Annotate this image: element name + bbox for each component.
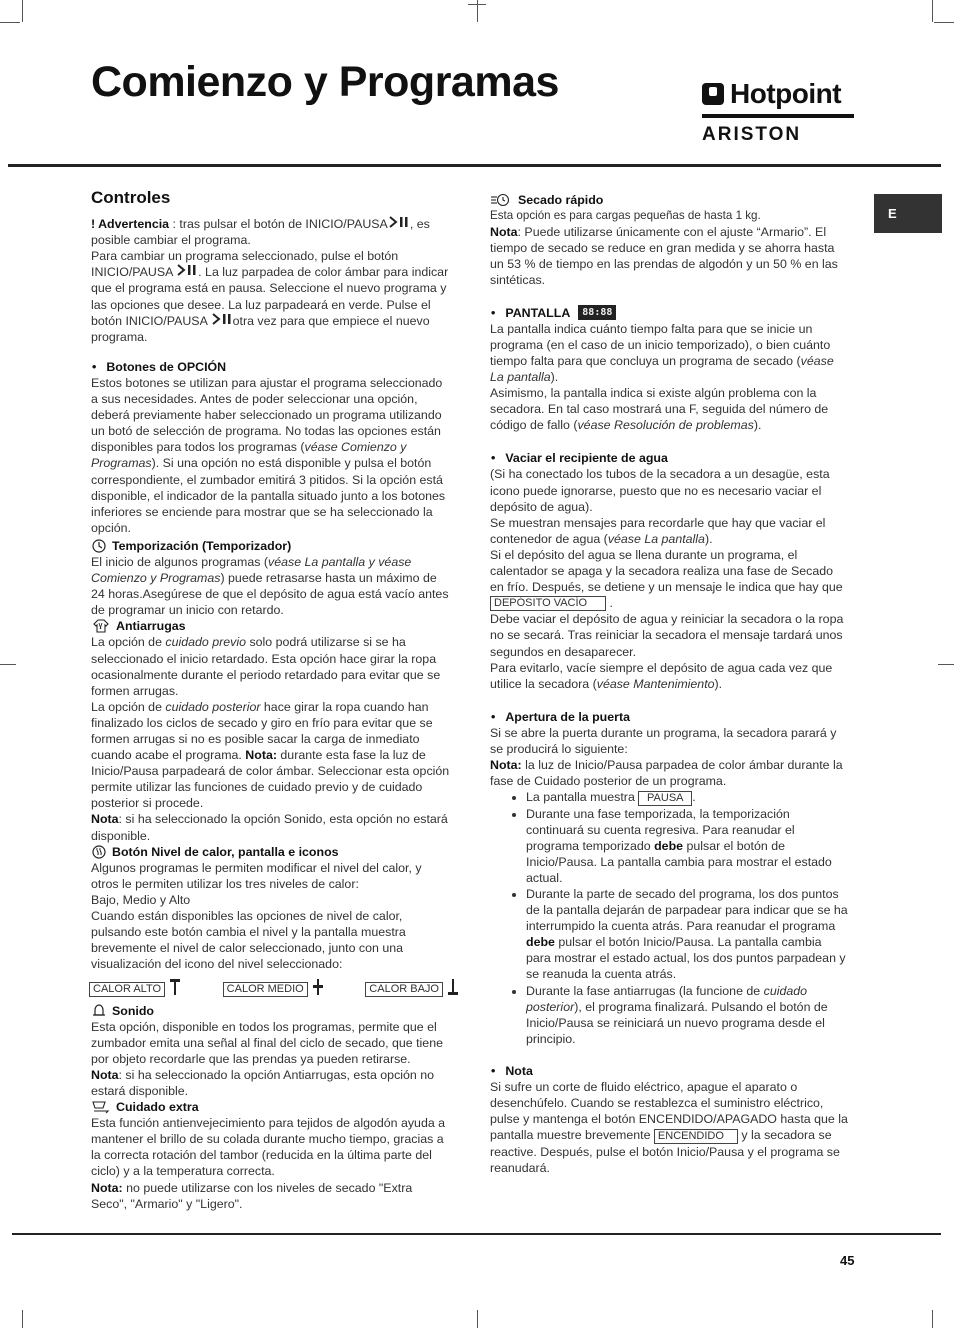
care-note: Nota: no puede utilizarse con los niveles de secado "Extra Seco", "Armario" y "Ligero". — [91, 1180, 413, 1211]
sound-paragraph: Esta opción, disponible en todos los programas, permite que el zumbador emita una señal al final del ciclo de secado, que tiene por objeto recordarle que las prendas ya pueden retirarse. — [91, 1019, 443, 1066]
heat-level-high: CALOR ALTO — [89, 978, 181, 1000]
heat-heading: Botón Nivel de calor, pantalla e iconos — [91, 844, 451, 860]
encendido-lcd: ENCENDIDO — [654, 1129, 738, 1144]
sound-heading: Sonido — [91, 1003, 451, 1019]
anticrease-paragraph-2: La opción de cuidado posterior hace girar la ropa cuando han finalizado los ciclos de secado y giro en frío para evitar que se formen arrugas si no es posible sacar la carga de inmediato cuando acabe el programa. Nota: durante esta fase la luz de Inicio/Pausa parpadeará de color ámbar. Seleccionar esta opción permite utilizar las funciones de cuidado previo y de cuidado posterior si procede. — [91, 699, 450, 811]
display-paragraph-2: Asimismo, la pantalla indica si existe algún problema con la secadora. En tal caso mostrará una F, seguida del número de código de fallo (véase Resolución de problemas). — [490, 386, 829, 433]
water-paragraph-3: Si el depósito del agua se llena durante un programa, el calentador se apaga y la secadora realiza una fase de Secado en frío. Después, se detiene y un mensaje le indica que hay que DEPÓSITO VACÍO . — [490, 547, 843, 611]
change-program-paragraph: Para cambiar un programa seleccionado, pulse el botón INICIO/PAUSA . La luz parpadea de color ámbar para indicar que el programa está en pausa. Seleccione el nuevo programa y las opciones que desee. La luz parpadeará en verde. Pulse el botón INICIO/PAUSA otra vez para que empiece el nuevo programa. — [91, 249, 449, 344]
left-column — [91, 190, 451, 1212]
crop-mark — [0, 664, 16, 665]
play-pause-icon — [176, 265, 198, 279]
page-number: 45 — [840, 1253, 855, 1268]
water-paragraph-1: (Si ha conectado los tubos de la secadora a un desagüe, esta icono puede ignorarse, puesto que no es necesario vaciar el depósito de agua). — [490, 467, 830, 514]
bell-icon — [91, 1004, 107, 1018]
door-heading: • Apertura de la puerta — [490, 709, 848, 725]
crop-mark — [934, 22, 954, 23]
heat-paragraph-3: Cuando están disponibles las opciones de nivel de calor, pulsando este botón cambia el nivel y la pantalla muestra brevemente el nivel de calor seleccionado, junto con una visualización del icono del nivel seleccionado: — [91, 909, 406, 972]
note-paragraph: Si sufre un corte de fluido eléctrico, apague el aparato o desenchúfelo. Cuando se restablezca el suministro eléctrico, pulse y mantenga el botón ENCENDIDO/APAGADO hasta que la pantalla muestre brevemente ENCENDIDO y la secadora se reactive. Después, pulse el botón Inicio/Pausa y el programa se reanudará. — [490, 1080, 848, 1175]
crop-mark — [932, 0, 933, 22]
logo-sub: ARISTON — [702, 124, 802, 145]
hotpoint-logo-icon — [702, 83, 724, 105]
heat-high-icon — [169, 978, 181, 1000]
heat-medium-icon — [312, 978, 324, 1000]
quick-dry-note: Nota: Puede utilizarse únicamente con el ajuste “Armario”. El tiempo de secado se reduce en gran medida y se ahorra hasta un 53 % de tiempo en las prendas de algodón y un 50 % en las sintéticas. — [490, 225, 838, 288]
anticrease-heading: Antiarrugas — [91, 618, 451, 634]
pause-lcd: PAUSA — [638, 791, 692, 806]
heat-paragraph-2: Bajo, Medio y Alto — [91, 892, 191, 907]
crop-mark — [22, 0, 23, 22]
display-lcd: 88:88 — [578, 305, 616, 320]
header-divider — [8, 164, 941, 167]
anticrease-note: Nota: si ha seleccionado la opción Sonido, esta opción no estará disponible. — [91, 812, 448, 843]
crop-mark — [932, 1310, 933, 1328]
water-heading: • Vaciar el recipiente de agua — [490, 450, 848, 466]
option-buttons-heading: • Botones de OPCIÓN — [91, 359, 451, 375]
display-heading: • PANTALLA 88:88 — [490, 305, 848, 321]
crop-mark — [22, 1310, 23, 1328]
care-paragraph: Esta función antienvejecimiento para tejidos de algodón ayuda a mantener el brillo de su colada durante mucho tiempo, gracias a la correcta rotación del tambor (reducida en la última parte del ciclo) y a la temperatura correcta. — [91, 1116, 446, 1179]
list-item: • Durante la parte de secado del programa, los dos puntos de la pantalla dejarán de parpadear para indicar que se ha interrumpido la cuenta atrás. Para reanudar el programa debe pulsar el botón Inicio/Pausa. La pantalla cambia para mostrar el estado actual, los dos puntos parpadean y se reanuda la cuenta atrás. — [526, 886, 848, 983]
clock-icon — [91, 539, 107, 553]
logo-brand: Hotpoint — [730, 78, 842, 109]
heat-levels — [89, 978, 459, 1000]
heat-paragraph-1: Algunos programas le permiten modificar el nivel del calor, y otros le permiten utilizar los tres niveles de calor: — [91, 860, 422, 891]
list-item: • Durante una fase temporizada, la temporización continuará su cuenta regresiva. Para reanudar el programa temporizado debe pulsar el botón de Inicio/Pausa. La pantalla cambia para mostrar el estado actual. — [526, 806, 848, 886]
right-column — [490, 192, 848, 1176]
water-paragraph-4: Debe vaciar el depósito de agua y reiniciar la secadora o la ropa no se secará. Tras reiniciar la secadora el mensaje tardará unos segundos en desaparecer. — [490, 612, 844, 659]
anticrease-paragraph-1: La opción de cuidado previo solo podrá utilizarse si se ha seleccionado el inicio retardado. Esta opción hace girar la ropa ocasionalmente durante el periodo retardado para evitar que se formen arrugas. — [91, 635, 441, 698]
quick-dry-paragraph: Esta opción es para cargas pequeñas de hasta 1 kg. — [490, 209, 761, 223]
page-title: Comienzo y Programas — [91, 58, 559, 106]
water-lcd: DEPÓSITO VACÍO — [490, 596, 606, 611]
option-buttons-paragraph: Estos botones se utilizan para ajustar el programa seleccionado a sus necesidades. Antes de poder seleccionar una opción, deberá previamente haber seleccionado un programa utilizando un botó de selección de programa. No todas las opciones están disponibles para todos los programas (véase Comienzo y Programas). Si una opción no está disponible y pulsa el botón correspondiente, el zumbador emitirá 3 pitidos. Si la opción está disponible, el indicador de la pantalla situado junto a los botones inferiores se enciende para mostrar que se ha seleccionado la opción. — [91, 375, 446, 535]
list-item: • Durante la fase antiarrugas (la funcione de cuidado posterior), el programa finalizará. Pulsando el botón de Inicio/Pausa se reiniciará un nuevo programa desde el principio. — [526, 983, 848, 1047]
timer-heading: Temporización (Temporizador) — [91, 538, 451, 554]
heat-level-low: CALOR BAJO — [365, 978, 459, 1000]
display-paragraph-1: La pantalla indica cuánto tiempo falta para que se inicie un programa (en el caso de un inicio temporizado), o bien cuánto tiempo falta para que concluya un programa de secado (véase La pantalla). — [490, 321, 834, 384]
heat-level-medium: CALOR MEDIO — [223, 978, 324, 1000]
play-pause-icon — [388, 217, 410, 231]
note-heading: • Nota — [490, 1063, 848, 1079]
timer-paragraph: El inicio de algunos programas (véase La pantalla y véase Comienzo y Programas) puede retrasarse hasta un máximo de 24 horas.Asegúrese de que el depósito de agua está vacío antes de programar un inicio con retardo. — [91, 554, 449, 618]
door-list — [490, 789, 848, 1047]
water-paragraph-5: Para evitarlo, vacíe siempre el depósito de agua cada vez que utilice la secadora (véase Mantenimiento). — [490, 660, 833, 691]
section-title: Controles — [91, 188, 171, 207]
list-item: • La pantalla muestra PAUSA . — [526, 789, 848, 805]
care-heading: Cuidado extra — [91, 1099, 451, 1115]
crop-mark — [938, 664, 954, 665]
door-note: Nota: la luz de Inicio/Pausa parpadea de color ámbar durante la fase de Cuidado posterior de un programa. — [490, 758, 843, 789]
crop-mark — [468, 4, 486, 5]
footer-divider — [12, 1233, 941, 1235]
care-icon — [91, 1100, 111, 1114]
door-paragraph-1: Si se abre la puerta durante un programa, la secadora parará y se producirá lo siguiente: — [490, 725, 837, 757]
shirt-icon — [91, 619, 111, 633]
crop-mark — [0, 22, 20, 23]
quick-dry-heading: Secado rápido — [490, 192, 848, 208]
water-paragraph-2: Se muestran mensajes para recordarle que hay que vaciar el contenedor de agua (véase La pantalla). — [490, 515, 826, 546]
brand-logo — [702, 78, 857, 146]
crop-mark — [477, 1310, 478, 1328]
heat-low-icon — [447, 978, 459, 1000]
thermometer-icon — [91, 845, 107, 859]
quick-dry-icon — [490, 193, 510, 207]
warning-paragraph: ! Advertencia : tras pulsar el botón de INICIO/PAUSA , es posible cambiar el programa. — [91, 217, 430, 248]
sound-note: Nota: si ha seleccionado la opción Antiarrugas, esta opción no estará disponible. — [91, 1067, 435, 1098]
play-pause-icon — [211, 314, 233, 328]
language-tab: E — [874, 194, 942, 233]
